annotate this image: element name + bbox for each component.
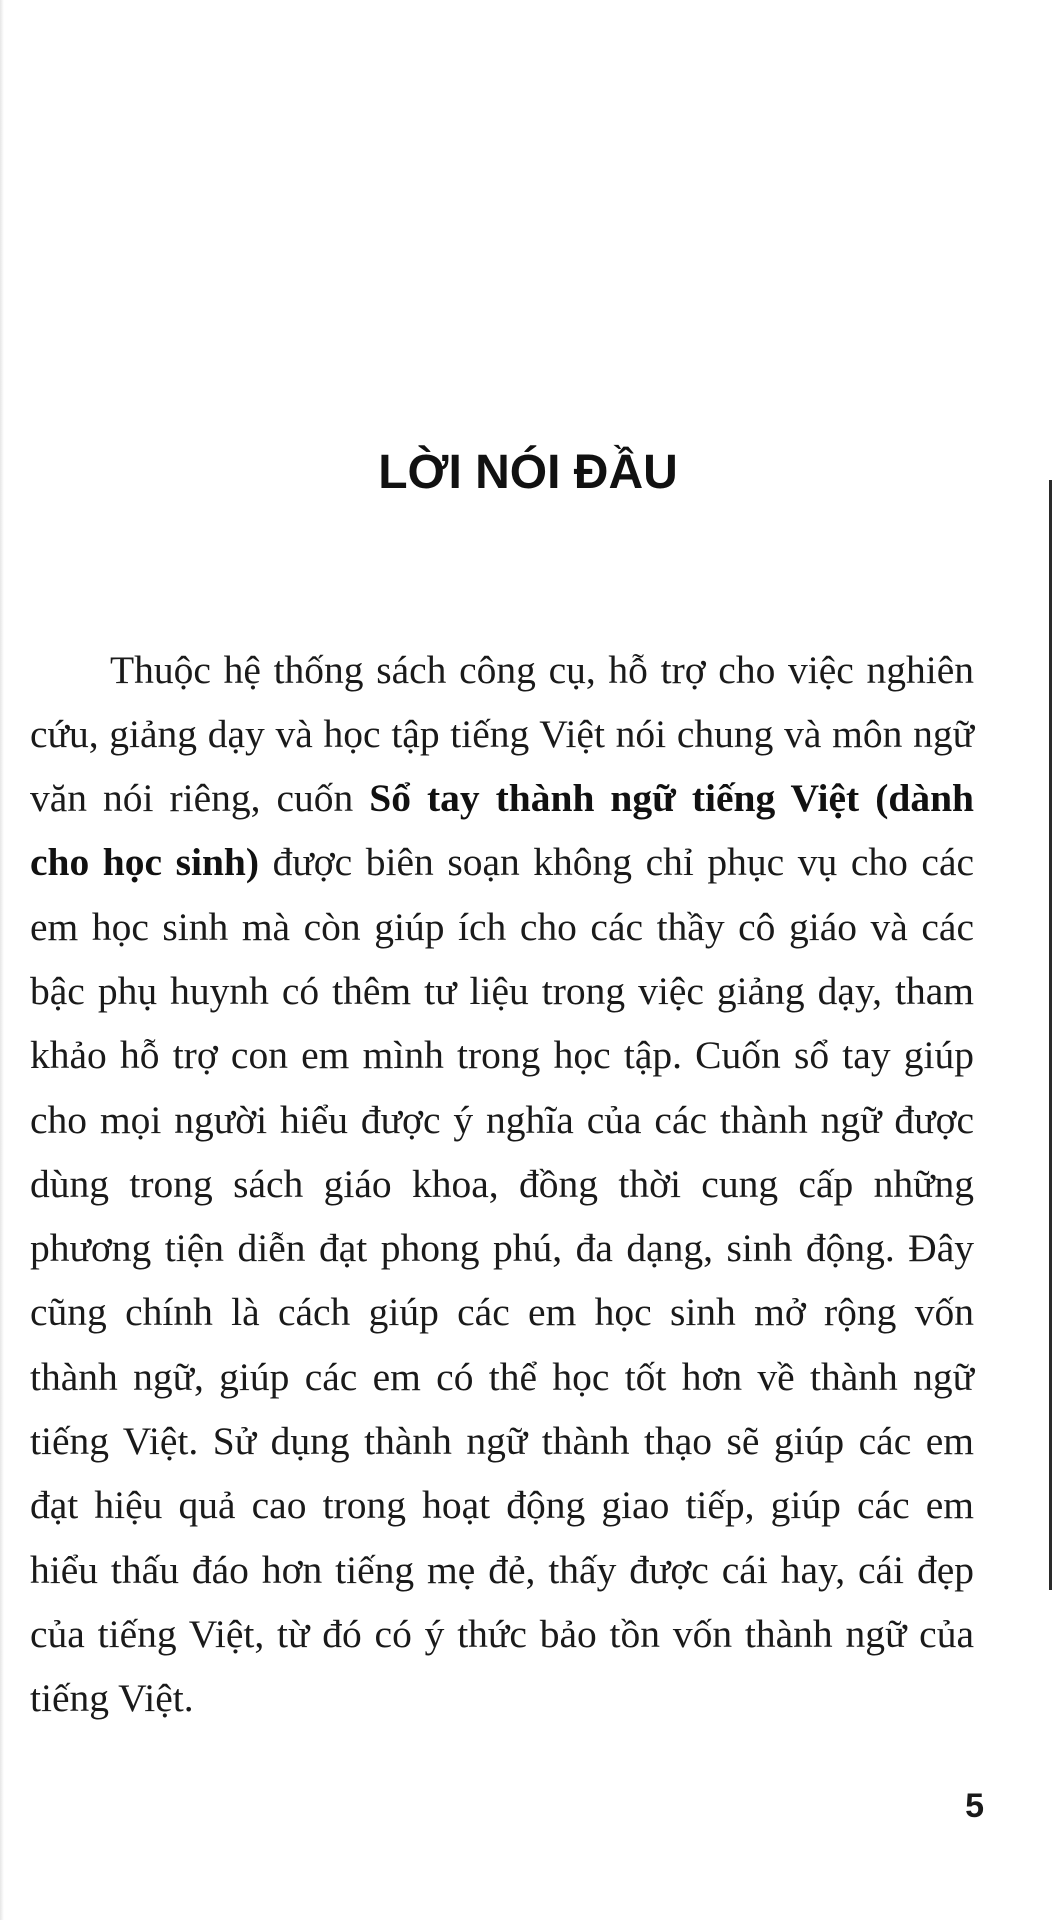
page-right-edge [1049, 480, 1052, 1590]
paragraph-text-end: được biên soạn không chỉ phục vụ cho các em học sinh mà còn giúp ích cho các thầy cô giáo và các bậc phụ huynh có thêm tư liệu trong việc giảng dạy, tham khảo hỗ trợ con em mình trong học tập. Cuốn sổ tay giúp cho mọi người hiểu được ý nghĩa của các thành ngữ được dùng trong sách giáo khoa, đồng thời cung cấp những phương tiện diễn đạt phong phú, đa dạng, sinh động. Đây cũng chính là cách giúp các em học sinh mở rộng vốn thành ngữ, giúp các em có thể học tốt hơn về thành ngữ tiếng Việt. Sử dụng thành ngữ thành thạo sẽ giúp các em đạt hiệu quả cao trong hoạt động giao tiếp, giúp các em hiểu thấu đáo hơn tiếng mẹ đẻ, thấy được cái hay, cái đẹp của tiếng Việt, từ đó có ý thức bảo tồn vốn thành ngữ của tiếng Việt. [30, 840, 975, 1721]
page-number: 5 [965, 1787, 984, 1825]
book-title: Sổ tay thành ngữ tiếng Việt (dành cho học sinh) [30, 776, 975, 885]
page-title: LỜI NÓI ĐẦU [378, 446, 678, 500]
preface-paragraph [30, 638, 974, 1731]
page-left-edge [0, 0, 4, 1920]
paragraph-text-start: Thuộc hệ thống sách công cụ, hỗ trợ cho việc nghiên cứu, giảng dạy và học tập tiếng Việt nói chung và môn ngữ văn nói riêng, cuốn [30, 647, 974, 821]
